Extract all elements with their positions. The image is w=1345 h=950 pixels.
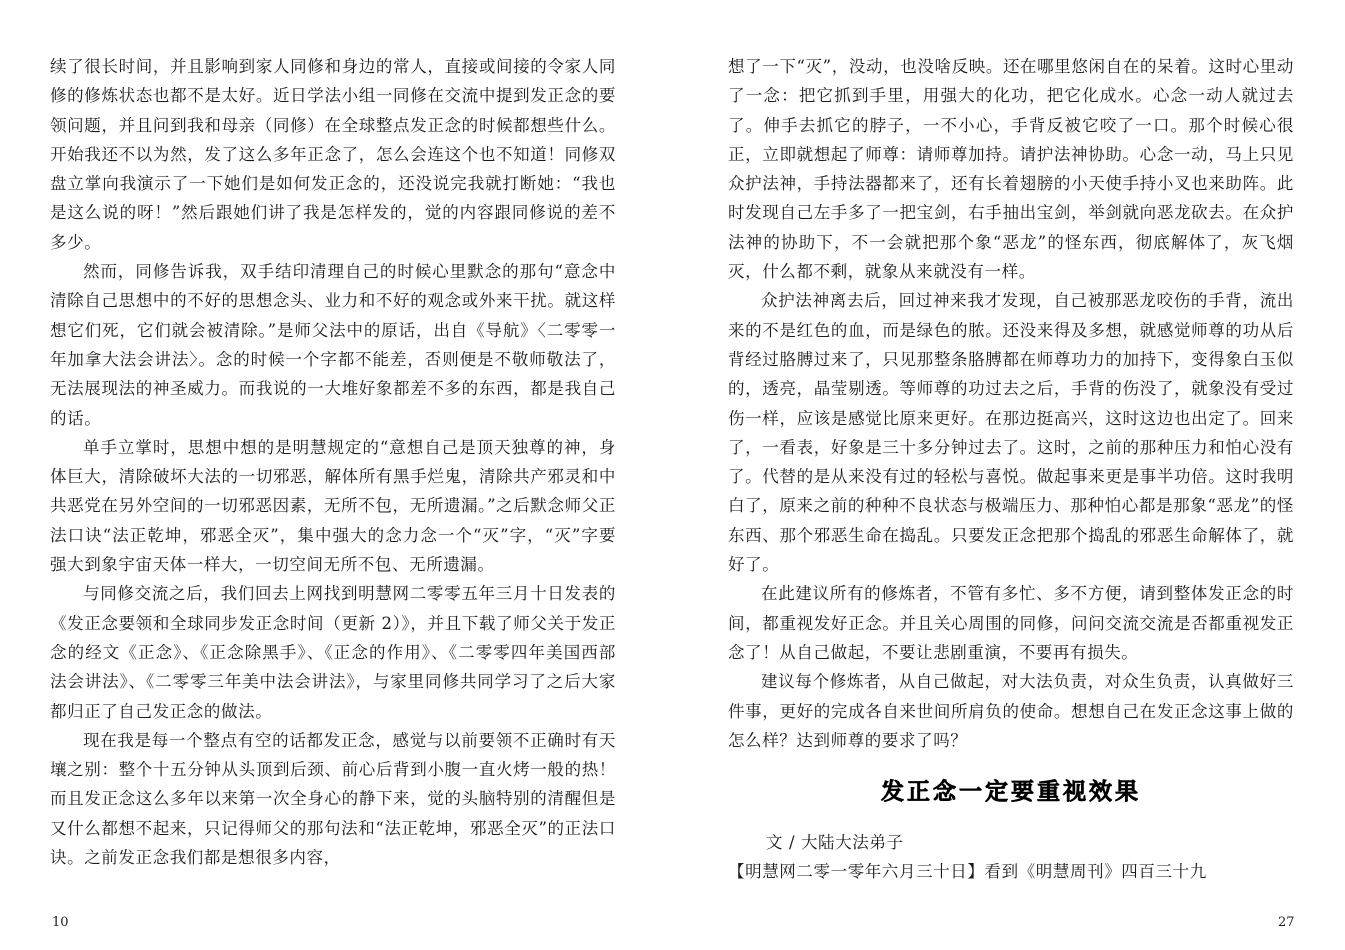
right-page [728, 52, 1294, 887]
right-page-number: 27 [1278, 915, 1295, 930]
right-paragraph-3: 在此建议所有的修炼者，不管有多忙、多不方便，请到整体发正念的时间，都重视发好正念。并且关心周围的同修，问问交流交流是否都重视发正念了！从自己做起，不要让悲剧重演，不要再有损失。 [728, 584, 1294, 662]
right-paragraph-4: 建议每个修炼者，从自己做起，对大法负责，对众生负责，认真做好三件事，更好的完成各自来世间所肩负的使命。想想自己在发正念这事上做的怎么样？达到师尊的要求了吗？ [728, 672, 1294, 750]
article-first-line: 【明慧网二零一零年六月三十日】看到《明慧周刊》四百三十九 [728, 862, 1207, 882]
left-paragraph-1: 续了很长时间，并且影响到家人同修和身边的常人，直接或间接的令家人同修的修炼状态也都不是太好。近日学法小组一同修在交流中提到发正念的要领问题，并且问到我和母亲（同修）在全球整点发正念的时候都想些什么。开始我还不以为然，发了这么多年正念了，怎么会连这个也不知道！同修双盘立掌向我演示了一下她们是如何发正念的，还没说完我就打断她：“我也是这么说的呀！”然后跟她们讲了我是怎样发的，觉的内容跟同修说的差不多少。 [50, 57, 616, 252]
left-paragraph-2: 然而，同修告诉我，双手结印清理自己的时候心里默念的那句“意念中清除自己思想中的不好的思想念头、业力和不好的观念或外来干扰。就这样想它们死，它们就会被清除。”是师父法中的原话，出自《导航》〈二零零一年加拿大法会讲法〉。念的时候一个字都不能差，否则便是不敬师敬法了，无法展现法的神圣威力。而我说的一大堆好象都差不多的东西，都是我自己的话。 [50, 262, 616, 428]
right-paragraph-1: 想了一下“灭”，没动，也没啥反映。还在哪里悠闲自在的呆着。这时心里动了一念：把它抓到手里，用强大的化功，把它化成水。心念一动人就过去了。伸手去抓它的脖子，一不小心，手背反被它咬了一口。那个时候心很正，立即就想起了师尊：请师尊加持。请护法神协助。心念一动，马上只见众护法神，手持法器都来了，还有长着翅膀的小天使手持小叉也来助阵。此时发现自己左手多了一把宝剑，右手抽出宝剑，举剑就向恶龙砍去。在众护法神的协助下，不一会就把那个象“恶龙”的怪东西，彻底解体了，灰飞烟灭，什么都不剩，就象从来就没有一样。 [728, 57, 1294, 282]
right-paragraph-2: 众护法神离去后，回过神来我才发现，自己被那恶龙咬伤的手背，流出来的不是红色的血，而是绿色的脓。还没来得及多想，就感觉师尊的功从后背经过胳膊过来了，只见那整条胳膊都在师尊功力的加持下，变得象白玉似的，透亮，晶莹剔透。等师尊的功过去之后，手背的伤没了，就象没有受过伤一样，应该是感觉比原来更好。在那边挺高兴，这时这边也出定了。回来了，一看表，好象是三十多分钟过去了。这时，之前的那种压力和怕心没有了。代替的是从来没有过的轻松与喜悦。做起事来更是事半功倍。这时我明白了，原来之前的种种不良状态与极端压力、那种怕心都是那象“恶龙”的怪东西、那个邪恶生命在捣乱。只要发正念把那个捣乱的邪恶生命解体了，就好了。 [728, 291, 1294, 575]
left-paragraph-4: 与同修交流之后，我们回去上网找到明慧网二零零五年三月十日发表的《发正念要领和全球同步发正念时间（更新 2）》，并且下载了师父关于发正念的经文《正念》、《正念除黑手》、《正念的作用》、《二零零四年美国西部法会讲法》、《二零零三年美中法会讲法》，与家里同修共同学习了之后大家都归正了自己发正念的做法。 [50, 584, 616, 721]
left-page-number: 10 [52, 915, 69, 930]
left-page [50, 52, 616, 872]
article-heading: 发正念一定要重视效果 [881, 779, 1141, 806]
left-paragraph-3: 单手立掌时，思想中想的是明慧规定的“意想自己是顶天独尊的神，身体巨大，清除破坏大法的一切邪恶，解体所有黑手烂鬼，清除共产邪灵和中共恶党在另外空间的一切邪恶因素，无所不包，无所遗漏。”之后默念师父正法口诀“法正乾坤，邪恶全灭”，集中强大的念力念一个“灭”字，“灭”字要强大到象宇宙天体一样大，一切空间无所不包、无所遗漏。 [50, 437, 616, 575]
left-paragraph-5: 现在我是每一个整点有空的话都发正念，感觉与以前要领不正确时有天壤之别：整个十五分钟从头顶到后颈、前心后背到小腹一直火烤一般的热！而且发正念这么多年以来第一次全身心的静下来，觉的头脑特别的清醒但是又什么都想不起来，只记得师父的那句法和“法正乾坤，邪恶全灭”的正法口诀。之前发正念我们都是想很多内容， [50, 730, 616, 868]
article-author: 文 / 大陆大法弟子 [766, 833, 904, 853]
